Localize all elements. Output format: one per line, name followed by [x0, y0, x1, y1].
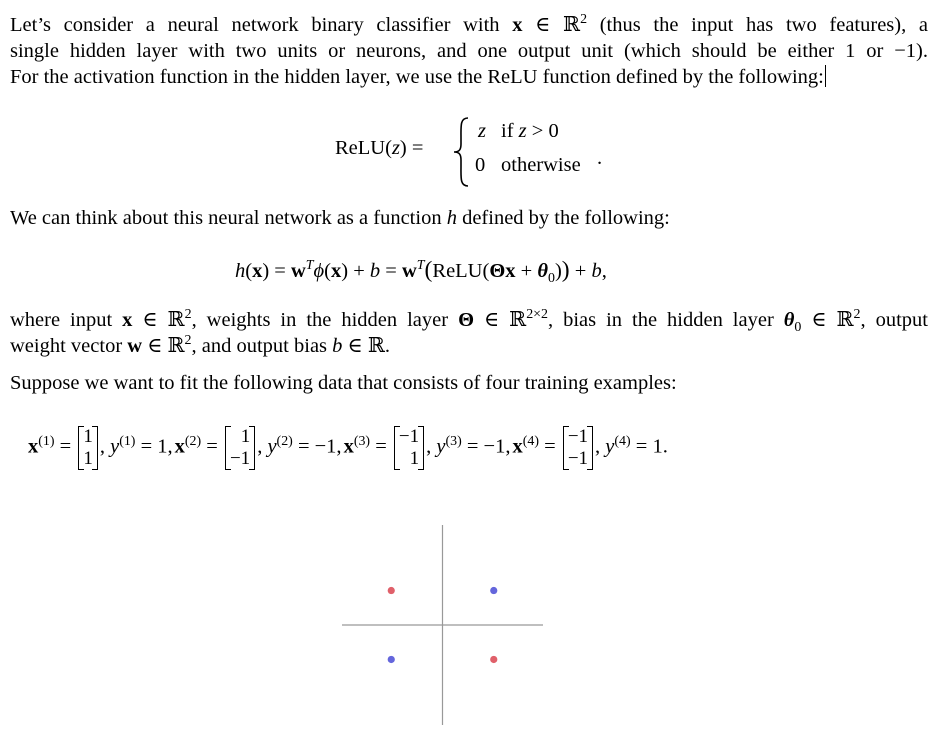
relu-case2-condition: otherwise — [501, 154, 581, 176]
relu-brace — [452, 116, 474, 188]
relu-period: . — [597, 147, 603, 169]
x4-vector: −1 −1 — [563, 426, 593, 470]
relu-case1-value: z — [478, 120, 486, 142]
text-cursor — [825, 65, 826, 87]
example-4: $x^{(4)}$ = −1 −1 , $y^{(4)} = 1$. — [512, 426, 668, 469]
relu-case2-value: 0 — [475, 154, 486, 176]
relu-case1-condition: if z > 0 — [501, 120, 559, 142]
network-description: We can think about this neural network as a function h defined by the following: — [10, 207, 670, 229]
intro-line-3: For the activation function in the hidden layer, we use the ReLU function defined by the following: — [10, 66, 824, 88]
relu-lhs: ReLU(z) = — [335, 137, 424, 159]
example-2: $x^{(2)}$ = 1 −1 , $y^{(2)} = -1$, — [174, 426, 342, 469]
training-examples — [28, 423, 668, 473]
scatter-point-series1-2 — [490, 656, 497, 663]
scatter-point-series2-2 — [388, 656, 395, 663]
intro-line-2: single hidden layer with two units or neurons, and one output unit (which should be either 1 or −1). — [10, 40, 928, 62]
data-intro: Suppose we want to fit the following data that consists of four training examples: — [10, 372, 677, 394]
scatter-point-series1-1 — [388, 587, 395, 594]
scatter-plot — [340, 525, 545, 725]
x1-vector: 1 1 — [78, 426, 98, 470]
scatter-point-series2-1 — [490, 587, 497, 594]
intro-line-1: Let’s consider a neural network binary classifier with x ∈ ℝ$^2$ (thus the input has two features), a — [10, 12, 929, 36]
example-3: $x^{(3)}$ = −1 1 , $y^{(3)} = -1$, — [343, 426, 511, 469]
x2-vector: 1 −1 — [225, 426, 255, 470]
params-line-2: weight vector w ∈ ℝ$^2$, and output bias b ∈ ℝ. — [10, 333, 390, 357]
params-line-1: where input x ∈ ℝ$^2$, weights in the hidden layer Θ ∈ ℝ$^{2\times 2}$, bias in the hidden layer $\theta_0$ ∈ ℝ$^2$, output — [10, 307, 928, 336]
h-equation: $h(x) = w^T\phi(x) + b$ = $w^T(ReLU(\Theta x + \theta_0)) + b$, — [235, 257, 607, 287]
x3-vector: −1 1 — [394, 426, 424, 470]
example-1: $x^{(1)}$ = 1 1 , $y^{(1)} = 1$, — [28, 426, 173, 469]
